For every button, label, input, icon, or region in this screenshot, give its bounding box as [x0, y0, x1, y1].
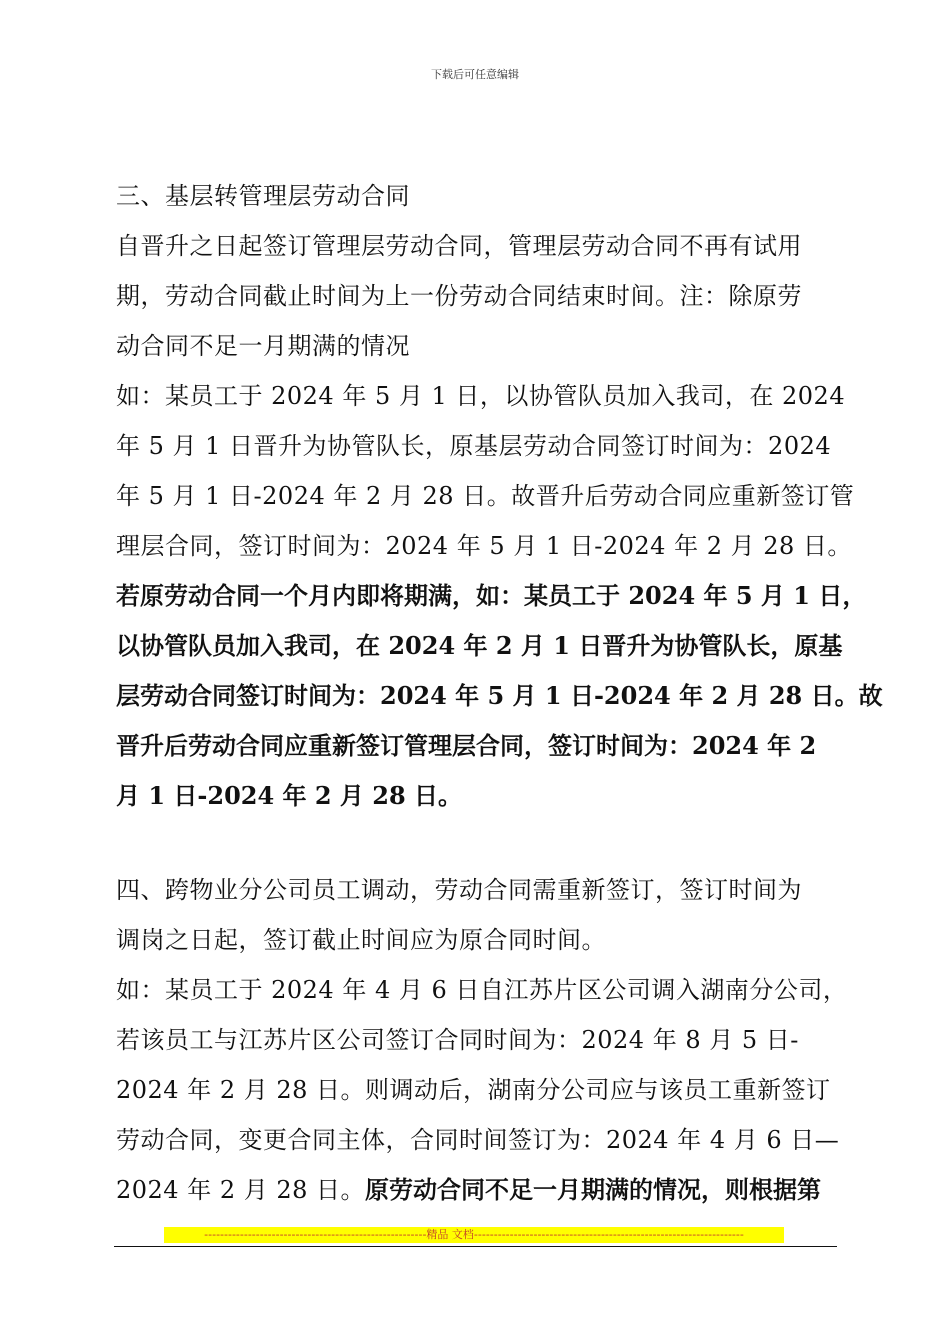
example-line: 如：某员工于 2024 年 5 月 1 日，以协管队员加入我司，在 2024	[116, 382, 846, 410]
example-line: 年 5 月 1 日-2024 年 2 月 28 日。故晋升后劳动合同应重新签订管	[116, 482, 855, 510]
section-three-title: 三、基层转管理层劳动合同	[116, 182, 410, 210]
document-body	[116, 178, 883, 1222]
paragraph-line: 期，劳动合同截止时间为上一份劳动合同结束时间。注：除原劳	[116, 282, 802, 310]
bold-note-line: 以协管队员加入我司，在 2024 年 2 月 1 日晋升为协管队长，原基	[116, 631, 843, 660]
bold-note-line: 月 1 日-2024 年 2 月 28 日。	[116, 781, 463, 810]
example-line-mixed	[116, 1172, 842, 1208]
section-four-title: 四、跨物业分公司员工调动，劳动合同需重新签订，签订时间为	[116, 876, 802, 904]
footer-banner: --------------------------------------------------------精品 文档--------------------------------------------------------------------	[164, 1227, 784, 1243]
example-line: 若该员工与江苏片区公司签订合同时间为：2024 年 8 月 5 日-	[116, 1026, 799, 1054]
bold-note-line: 层劳动合同签订时间为：2024 年 5 月 1 日-2024 年 2 月 28 日。故	[116, 681, 883, 710]
paragraph-line: 动合同不足一月期满的情况	[116, 332, 410, 360]
section-spacer	[116, 828, 842, 872]
section-four-title-cont: 调岗之日起，签订截止时间应为原合同时间。	[116, 926, 606, 954]
example-bold-text: 原劳动合同不足一月期满的情况，则根据第	[365, 1175, 822, 1204]
example-line: 理层合同，签订时间为：2024 年 5 月 1 日-2024 年 2 月 28 日。	[116, 532, 852, 560]
example-line: 年 5 月 1 日晋升为协管队长，原基层劳动合同签订时间为：2024	[116, 432, 832, 460]
example-line: 2024 年 2 月 28 日。则调动后，湖南分公司应与该员工重新签订	[116, 1076, 831, 1104]
page-header: 下载后可任意编辑	[431, 68, 519, 81]
example-line: 如：某员工于 2024 年 4 月 6 日自江苏片区公司调入湖南分公司，	[116, 976, 848, 1004]
footer-divider	[114, 1246, 837, 1247]
paragraph-line: 自晋升之日起签订管理层劳动合同，管理层劳动合同不再有试用	[116, 232, 802, 260]
example-normal-text: 2024 年 2 月 28 日。	[116, 1176, 366, 1204]
bold-note-line: 晋升后劳动合同应重新签订管理层合同，签订时间为：2024 年 2	[116, 731, 817, 760]
bold-note-line: 若原劳动合同一个月内即将期满，如：某员工于 2024 年 5 月 1 日，	[116, 581, 867, 610]
example-line: 劳动合同，变更合同主体，合同时间签订为：2024 年 4 月 6 日—	[116, 1126, 840, 1154]
